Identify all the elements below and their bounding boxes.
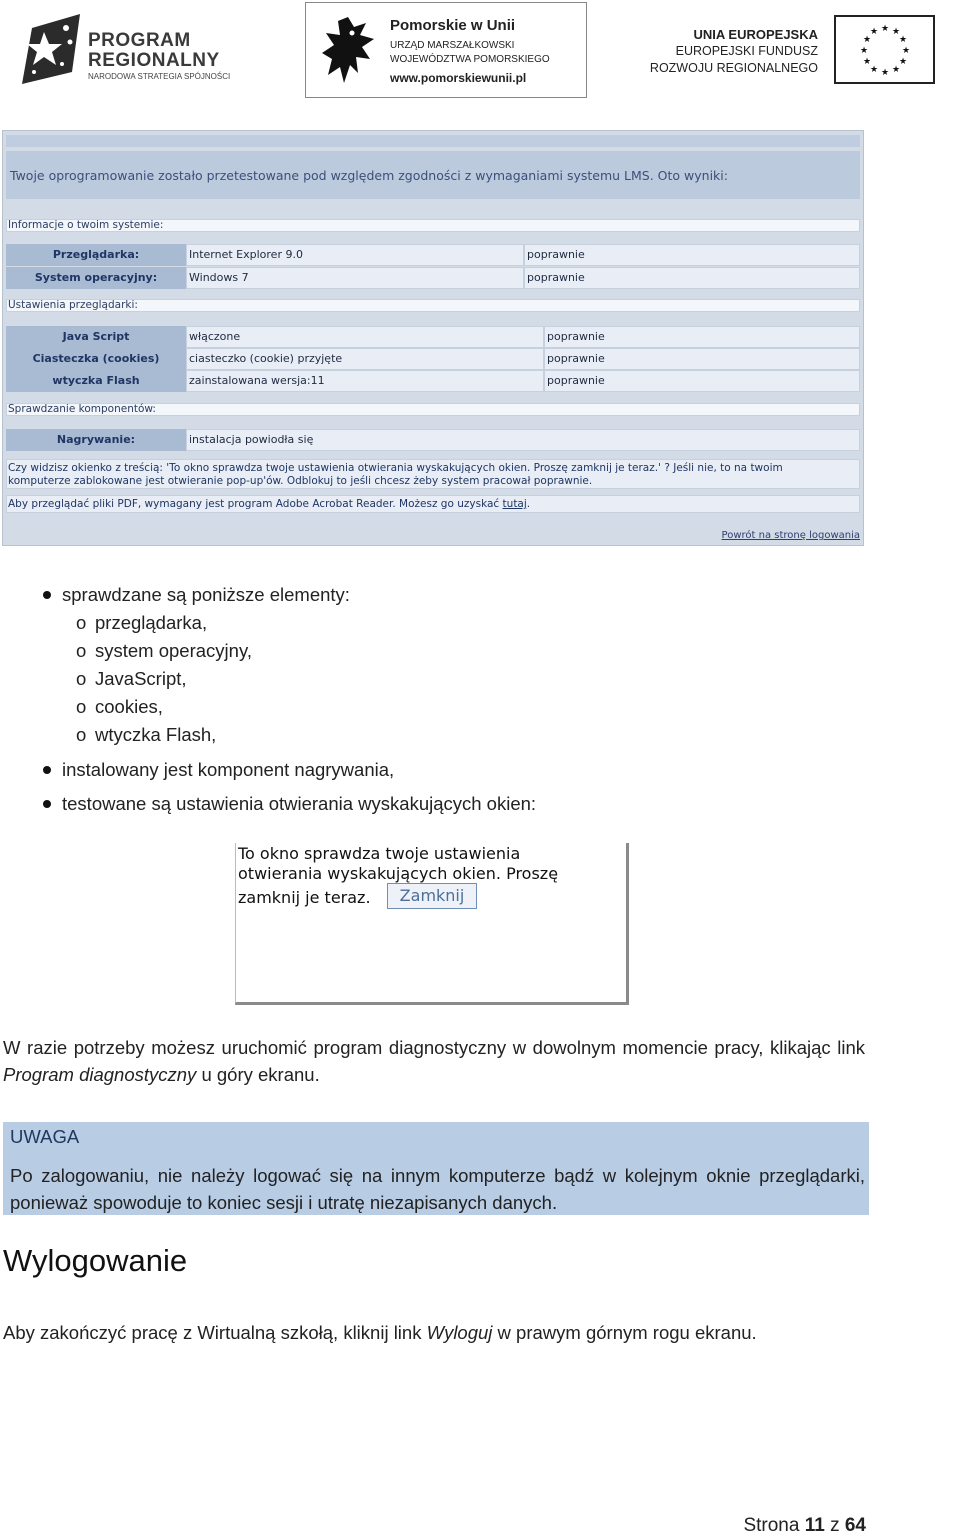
components-section-header [6,403,860,416]
popup-check-note [6,459,860,489]
pomorskie-url: www.pomorskiewunii.pl [390,71,527,85]
close-popup-button[interactable]: Zamknij [387,883,477,909]
current-page: 11 [804,1515,825,1536]
result-value: ciasteczko (cookie) przyjęte [186,348,544,370]
panel-intro-text: Twoje oprogramowanie zostało przetestowane pod względem zgodności z wymaganiami systemu LMS. Oto wyniki: [10,168,728,183]
program-logo-line3: NARODOWA STRATEGIA SPÓJNOŚCI [88,72,231,81]
svg-text:★: ★ [892,27,901,37]
bullet-icon [43,766,51,774]
eu-line3: ROZWOJU REGIONALNEGO [649,61,818,75]
svg-text:★: ★ [881,24,890,34]
system-section-header [6,219,860,232]
panel-intro-bar [6,151,860,199]
eu-line2: EUROPEJSKI FUNDUSZ [675,44,818,58]
svg-text:★: ★ [899,35,908,45]
svg-text:★: ★ [870,27,879,37]
result-label: Przeglądarka: [6,244,186,266]
bullet-icon [43,591,51,599]
list-item: testowane są ustawienia otwierania wyskakujących okien: [62,793,537,814]
browser-section-header [6,299,860,312]
pdf-note-end: . [526,498,531,510]
para2-text: Aby zakończyć pracę z Wirtualną szkołą, kliknij link [3,1322,427,1343]
panel-top-bar [6,135,860,147]
svg-text:★: ★ [870,65,879,75]
browser-section-label: Ustawienia przeglądarki: [8,299,138,311]
circle-bullet-icon: o [76,696,87,717]
page-prefix: Strona [743,1515,800,1536]
svg-text:★: ★ [892,65,901,75]
list-item: instalowany jest komponent nagrywania, [62,759,395,780]
svg-text:★: ★ [863,35,872,45]
svg-text:★: ★ [899,57,908,67]
circle-bullet-icon: o [76,612,87,633]
para2-end: w prawym górnym rogu ekranu. [492,1322,757,1343]
result-label: wtyczka Flash [6,370,186,392]
result-value: zainstalowana wersja:11 [186,370,544,392]
page-number [743,1515,866,1537]
program-logo-line2: REGIONALNY [88,50,220,71]
result-row-recording [6,429,860,451]
pdf-download-link[interactable]: tutaj [502,498,527,510]
diagnostic-paragraph [3,1034,865,1088]
section-title: Wylogowanie [3,1243,188,1278]
para1-end: u góry ekranu. [196,1064,320,1085]
result-label: System operacyjny: [6,267,186,289]
para1-text: W razie potrzeby możesz uruchomić program diagnostyczny w dowolnym momencie pracy, klikając link [3,1037,865,1058]
pdf-note [6,495,860,513]
sub-list-item: system operacyjny, [95,640,252,661]
circle-bullet-icon: o [76,724,87,745]
sub-list-item: JavaScript, [95,668,187,689]
warning-body: Po zalogowaniu, nie należy logować się na innym komputerze bądź w kolejnym oknie przeglądarki, ponieważ spowoduje to koniec sesji i utratę niezapisanych danych. [10,1165,865,1213]
components-section-label: Sprawdzanie komponentów: [8,403,156,415]
result-row-browser [6,244,860,266]
list-item: sprawdzane są poniższe elementy: [62,584,350,605]
bullet-icon [43,800,51,808]
result-row-flash [6,370,860,392]
program-logo-line1: PROGRAM [88,30,191,51]
result-value: włączone [186,326,544,348]
back-to-login-link[interactable]: Powrót na stronę logowania [721,530,860,541]
pomorskie-title: Pomorskie w Unii [390,17,516,34]
result-row-javascript [6,326,860,348]
result-status: poprawnie [544,348,860,370]
result-status: poprawnie [524,244,860,266]
eu-flag-icon [834,15,935,84]
program-logo-icon [22,14,80,84]
popup-text-line1: To okno sprawdza twoje ustawienia [238,844,521,863]
svg-text:★: ★ [863,57,872,67]
result-value: Windows 7 [186,267,524,289]
pdf-note-text [8,498,530,511]
eu-stars-icon [836,17,933,82]
result-status: poprawnie [544,370,860,392]
sub-list-item: cookies, [95,696,163,717]
result-status: poprawnie [524,267,860,289]
result-value: Internet Explorer 9.0 [186,244,524,266]
page-separator: z [830,1515,840,1536]
total-pages: 64 [844,1515,866,1536]
result-row-os [6,267,860,289]
lms-test-results-screenshot [2,130,864,546]
pomorskie-line1: URZĄD MARSZAŁKOWSKI [390,40,515,51]
svg-text:★: ★ [860,46,869,56]
system-section-label: Informacje o twoim systemie: [8,219,164,231]
popup-note-line2: komputerze zablokowane jest otwieranie pop-up'ów. Odblokuj to jeśli chcesz żeby system pracował poprawnie. [8,475,593,487]
warning-title: UWAGA [10,1126,80,1147]
popup-text-line3: zamknij je teraz. [238,888,371,907]
logout-paragraph [3,1319,865,1346]
pomorskie-line2: WOJEWÓDZTWA POMORSKIEGO [390,54,550,65]
pdf-note-body: Aby przeglądać pliki PDF, wymagany jest program Adobe Acrobat Reader. Możesz go uzyskać [8,498,500,510]
warning-box [3,1122,869,1215]
circle-bullet-icon: o [76,668,87,689]
program-regionalny-logo [22,14,252,86]
griffin-icon [318,13,380,89]
pomorskie-logo [305,2,587,98]
svg-text:★: ★ [902,46,911,56]
sub-list-item: wtyczka Flash, [95,724,217,745]
svg-text:★: ★ [881,68,890,78]
result-status: poprawnie [544,326,860,348]
eu-line1: UNIA EUROPEJSKA [693,27,818,42]
result-label: Java Script [6,326,186,348]
sub-list-item: przeglądarka, [95,612,208,633]
result-label: Ciasteczka (cookies) [6,348,186,370]
popup-text-line2: otwierania wyskakujących okien. Proszę [238,864,559,883]
popup-window-screenshot [235,843,629,1005]
eu-logo-text [650,26,818,77]
popup-note-line1: Czy widzisz okienko z treścią: 'To okno sprawdza twoje ustawienia otwierania wyskakujących okien. Proszę zamknij je teraz.' ? Jeśli nie, to na twoim [8,462,783,474]
result-value: instalacja powiodła się [186,429,860,451]
result-label: Nagrywanie: [6,429,186,451]
diagnostic-program-link[interactable]: Program diagnostyczny [3,1064,197,1085]
logout-link[interactable]: Wyloguj [426,1322,493,1343]
circle-bullet-icon: o [76,640,87,661]
result-row-cookies [6,348,860,370]
